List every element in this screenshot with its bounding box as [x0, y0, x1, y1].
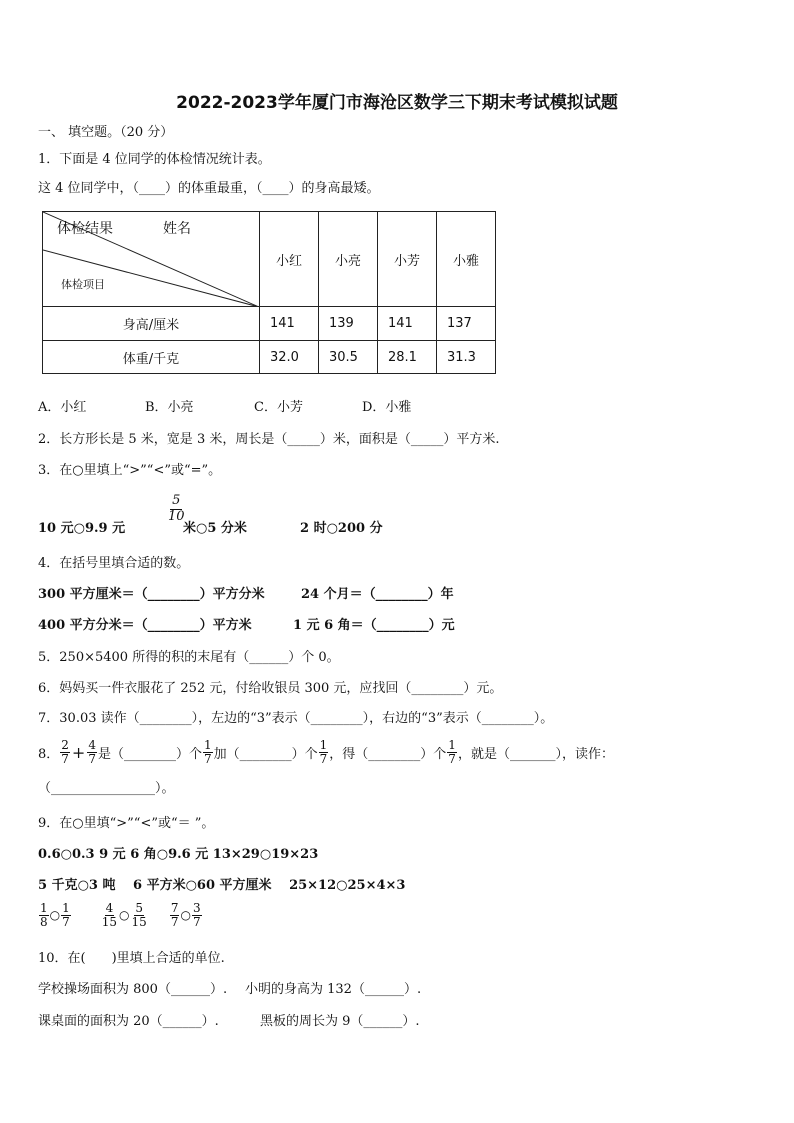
compare-circle: ○ [49, 908, 61, 923]
frac-den: 7 [61, 751, 69, 766]
section-heading: 一、 填空题。（20 分） [38, 125, 174, 140]
frac-num: 1 [203, 737, 212, 752]
row-label: 体重/千克 [43, 341, 260, 374]
name-cell: 小亮 [319, 212, 378, 307]
table-cell: 141 [378, 307, 437, 341]
q8-fraction-2-7 [60, 739, 70, 765]
q8-fraction-1-7 [447, 739, 457, 765]
frac-num: 4 [88, 737, 96, 752]
frac-num: 7 [170, 901, 179, 915]
q4-line1a: 300 平方厘米＝（________）平方分米 [38, 587, 265, 602]
frac-num: 1 [448, 737, 456, 752]
q8-part2: 加（________）个 [213, 746, 318, 762]
q3-frac-num: 5 [172, 493, 181, 508]
q9-line2: 5 千克○3 吨 6 平方米○60 平方厘米 25×12○25×4×3 [38, 878, 406, 893]
corner-top-left: 体检结果 [57, 221, 113, 237]
q8-line2: （________________）。 [38, 781, 175, 796]
q10-text: 10．在( )里填上合适的单位. [38, 951, 225, 966]
row-label: 身高/厘米 [43, 307, 260, 341]
option-c: C．小芳 [254, 400, 303, 415]
q4-text: 4．在括号里填合适的数。 [38, 556, 190, 571]
compare-circle: ○ [180, 908, 191, 923]
q4-line1b: 24 个月＝（________）年 [301, 587, 454, 602]
q9-line1: 0.6○0.3 9 元 6 角○9.6 元 13×29○19×23 [38, 847, 319, 862]
name-cell: 小雅 [437, 212, 496, 307]
frac-den: 7 [192, 914, 201, 929]
q4-line2b: 1 元 6 角＝（________）元 [293, 618, 455, 633]
frac-den: 7 [319, 751, 328, 766]
frac-num: 1 [319, 737, 328, 752]
page-title: 2022-2023学年厦门市海沧区数学三下期末考试模拟试题 [176, 93, 618, 113]
q3-frac-den: 10 [168, 508, 185, 524]
frac-num: 1 [40, 901, 48, 915]
q7-text: 7．30.03 读作（________），左边的“3”表示（________），右边的“3”表示（________）。 [38, 711, 554, 726]
name-cell: 小红 [260, 212, 319, 307]
table-cell: 141 [260, 307, 319, 341]
q3-text: 3．在○里填上“>”“<”或“=”。 [38, 463, 222, 478]
table-cell: 139 [319, 307, 378, 341]
frac-num: 5 [135, 901, 143, 915]
q10-line2b: 黑板的周长为 9（______）. [260, 1014, 420, 1029]
q9-text: 9．在○里填“>”“<”或“＝ ”。 [38, 816, 215, 831]
corner-bottom: 体检项目 [61, 278, 105, 291]
q9-frac [61, 902, 71, 928]
frac-den: 7 [88, 751, 96, 766]
q8-fraction-4-7 [87, 739, 97, 765]
frac-den: 7 [170, 914, 179, 929]
q8-fraction-1-7 [203, 739, 213, 765]
q2-text: 2．长方形长是 5 米，宽是 3 米，周长是（_____）米，面积是（_____）平方米. [38, 432, 500, 447]
corner-top-right: 姓名 [163, 221, 191, 237]
q3-item2: 米○5 分米 [183, 521, 247, 536]
q10-line2a: 课桌面的面积为 20（______）. [38, 1014, 219, 1029]
frac-num: 3 [192, 901, 201, 915]
q8-lead: 8． [38, 746, 60, 762]
q9-frac [192, 902, 202, 928]
q8-fraction-1-7 [319, 739, 329, 765]
frac-den: 7 [62, 914, 70, 929]
q8-plus: + [71, 742, 86, 762]
table-cell: 32.0 [260, 341, 319, 374]
frac-den: 15 [101, 914, 118, 929]
table-cell: 30.5 [319, 341, 378, 374]
table-cell: 31.3 [437, 341, 496, 374]
frac-num: 4 [105, 901, 114, 915]
health-table [42, 211, 496, 374]
q1-prompt: 这 4 位同学中，（____）的体重最重，（____）的身高最矮。 [38, 181, 380, 196]
q1-text: 1．下面是 4 位同学的体检情况统计表。 [38, 152, 271, 167]
compare-circle: ○ [119, 908, 130, 923]
q8-part1: 是（________）个 [97, 746, 202, 762]
q9-frac [101, 902, 118, 928]
q10-line1a: 学校操场面积为 800（______）. [38, 982, 228, 997]
name-cell: 小芳 [378, 212, 437, 307]
option-a: A．小红 [38, 400, 87, 415]
q9-frac [39, 902, 49, 928]
option-b: B．小亮 [145, 400, 194, 415]
table-cell: 28.1 [378, 341, 437, 374]
frac-den: 7 [203, 751, 212, 766]
q5-text: 5．250×5400 所得的积的末尾有（______）个 0。 [38, 650, 340, 665]
q8-part4: ，就是（_______），读作： [457, 746, 614, 762]
q3-item1: 10 元○9.9 元 [38, 521, 126, 536]
q8-part3: ，得（________）个 [329, 746, 447, 762]
q9-frac [170, 902, 180, 928]
q10-line1b: 小明的身高为 132（______）. [245, 982, 422, 997]
q9-fractions [38, 902, 203, 928]
option-d: D．小雅 [362, 400, 412, 415]
table-cell: 137 [437, 307, 496, 341]
frac-den: 7 [448, 751, 456, 766]
frac-num: 1 [62, 901, 70, 915]
q9-frac [131, 902, 148, 928]
table-corner-cell [43, 212, 260, 307]
frac-den: 8 [40, 914, 48, 929]
q6-text: 6．妈妈买一件衣服花了 252 元，付给收银员 300 元，应找回（________）元。 [38, 681, 503, 696]
q3-item3: 2 时○200 分 [300, 521, 383, 536]
q8-line1 [38, 732, 614, 772]
frac-den: 15 [131, 914, 147, 929]
q4-line2a: 400 平方分米＝（________）平方米 [38, 618, 252, 633]
frac-num: 2 [61, 737, 69, 752]
